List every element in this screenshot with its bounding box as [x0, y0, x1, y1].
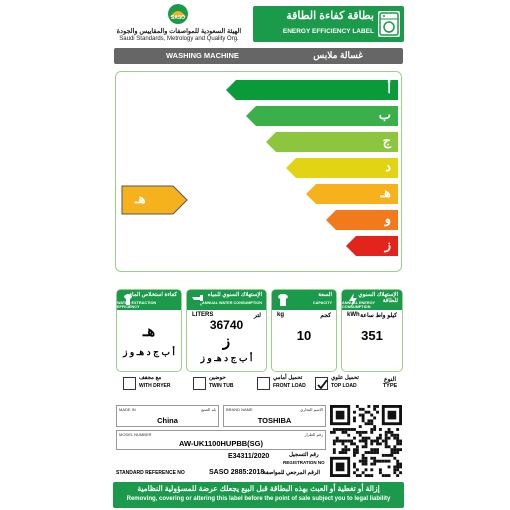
water-title-en: ANNUAL WATER CONSUMPTION — [202, 301, 262, 305]
twin-tub-label-ar: حوضين — [209, 375, 226, 381]
made-in-caption-en: MADE IN — [119, 407, 136, 412]
registration-label-en: REGISTRATION NO — [283, 460, 325, 465]
extraction-box — [116, 289, 182, 372]
water-rating: ز — [222, 333, 231, 350]
saso-logo-icon — [167, 3, 189, 25]
standard-value: SASO 2885:2018 — [209, 469, 265, 476]
front-load-label-ar: تحميل أمامي — [273, 375, 303, 381]
current-grade-arrow — [121, 185, 189, 215]
capacity-unit-en: kg — [277, 312, 285, 318]
top-load-checkbox — [315, 377, 328, 390]
grade-label: ج — [382, 133, 391, 148]
category-bar — [114, 48, 403, 64]
capacity-unit-ar: كجم — [320, 313, 331, 319]
washing-machine-icon — [378, 11, 400, 37]
model-caption-ar: رقم الطراز — [304, 432, 323, 437]
energy-unit-en: kWh — [347, 312, 360, 318]
category-ar: غسالة ملابس — [313, 50, 363, 60]
qr-code — [330, 405, 402, 477]
energy-title-en: ANNUAL ENERGY CONSUMPTION — [342, 301, 375, 309]
model-value: AW-UK1100HUPBB(SG) — [178, 439, 264, 448]
grade-bar — [346, 236, 398, 256]
extraction-scale: أ ب ج د هـ و ز — [123, 347, 175, 357]
capacity-title-ar: السعة — [318, 292, 332, 298]
grade-label: ب — [378, 107, 391, 122]
current-grade-label: هـ — [135, 191, 146, 206]
grade-bar — [266, 132, 398, 152]
extraction-rating: هـ — [142, 323, 156, 340]
extraction-title-ar: كفاءة استخلاص الماء — [129, 292, 177, 298]
model-field — [116, 430, 326, 450]
brand-field — [223, 405, 326, 427]
top-load-label-ar: تحميل علوي — [331, 375, 359, 381]
grade-label: أ — [387, 81, 391, 96]
twin-tub-label-en: TWIN TUB — [209, 383, 234, 389]
front-load-checkbox — [257, 377, 270, 390]
label-title — [253, 6, 404, 42]
grade-bar — [326, 210, 398, 230]
legal-footer — [113, 482, 404, 508]
model-caption-en: MODEL NUMBER — [119, 432, 152, 437]
brand-caption-ar: الاسم التجاري — [300, 407, 323, 412]
made-in-caption-ar: بلد الصنع — [201, 407, 216, 412]
capacity-title-en: CAPACITY — [312, 301, 332, 305]
energy-unit-ar: كيلو واط ساعة — [360, 313, 397, 319]
saso-logo-text: SASO — [170, 15, 186, 21]
water-title-ar: الإستهلاك السنوي للمياه — [207, 292, 262, 298]
grade-label: د — [385, 159, 391, 174]
water-unit-en: LITERS — [192, 312, 214, 318]
footer-warning-en: Removing, covering or altering this label before the point of sale subject you to legal liability — [126, 496, 391, 502]
check-icon — [316, 378, 329, 391]
brand-caption-en: BRAND NAME — [226, 407, 253, 412]
energy-box — [341, 289, 403, 372]
water-scale: أ ب ج د هـ و ز — [200, 353, 253, 363]
type-row — [115, 374, 403, 400]
label-title-en: ENERGY EFFICIENCY LABEL — [282, 28, 374, 35]
extraction-title-en: WATER EXTRACTION EFFICIENCY — [117, 301, 157, 309]
shirt-weight-icon — [275, 292, 291, 308]
with-dryer-label-en: WITH DRYER — [139, 383, 171, 389]
grade-bar — [286, 158, 398, 178]
energy-value: 351 — [361, 328, 383, 343]
registration-value: E34311/2020 — [228, 453, 270, 460]
footer-warning-ar: إزالة أو تغطية أو العبث بهذه البطاقة قبل البيع يجعلك عرضة للمسؤولية النظامية — [137, 484, 380, 493]
info-panel — [116, 289, 403, 372]
type-label-ar: النوع — [384, 377, 396, 383]
energy-title-ar: الإستهلاك السنوي للطاقة — [358, 292, 398, 304]
grade-label: هـ — [380, 185, 391, 200]
with-dryer-checkbox — [123, 377, 136, 390]
made-in-field — [116, 405, 219, 427]
label-title-ar: بطاقة كفاءة الطاقة — [286, 10, 374, 22]
with-dryer-label-ar: مع مجفف — [139, 375, 162, 381]
type-label-en: TYPE — [382, 383, 398, 389]
registration-label-ar: رقم التسجيل — [289, 452, 319, 458]
grade-bar — [306, 184, 398, 204]
top-load-label-en: TOP LOAD — [331, 383, 357, 389]
org-name-ar: الهيئة السعودية للمواصفات والمقاييس والجودة — [116, 28, 242, 35]
grade-bar — [246, 106, 398, 126]
efficiency-scale — [115, 71, 402, 272]
standard-label-ar: الرقم المرجعي للمواصفة — [263, 470, 321, 476]
made-in-value: China — [157, 416, 178, 425]
energy-label — [113, 0, 404, 510]
capacity-box — [271, 289, 337, 372]
grade-label: و — [384, 211, 391, 226]
grade-label: ز — [384, 237, 391, 252]
water-unit-ar: لتر — [254, 313, 261, 319]
brand-value: TOSHIBA — [257, 416, 292, 425]
type-label — [377, 376, 403, 389]
grade-bar — [226, 80, 398, 100]
water-box — [186, 289, 267, 372]
standard-label-en: STANDARD REFERENCE NO — [116, 470, 185, 476]
front-load-label-en: FRONT LOAD — [273, 383, 306, 389]
water-value: 36740 — [209, 318, 244, 332]
category-en: WASHING MACHINE — [166, 51, 239, 60]
capacity-value: 10 — [296, 328, 312, 343]
twin-tub-checkbox — [193, 377, 206, 390]
org-name-en: Saudi Standards, Metrology and Quality Org. — [119, 36, 239, 42]
water-tap-icon — [190, 292, 206, 308]
